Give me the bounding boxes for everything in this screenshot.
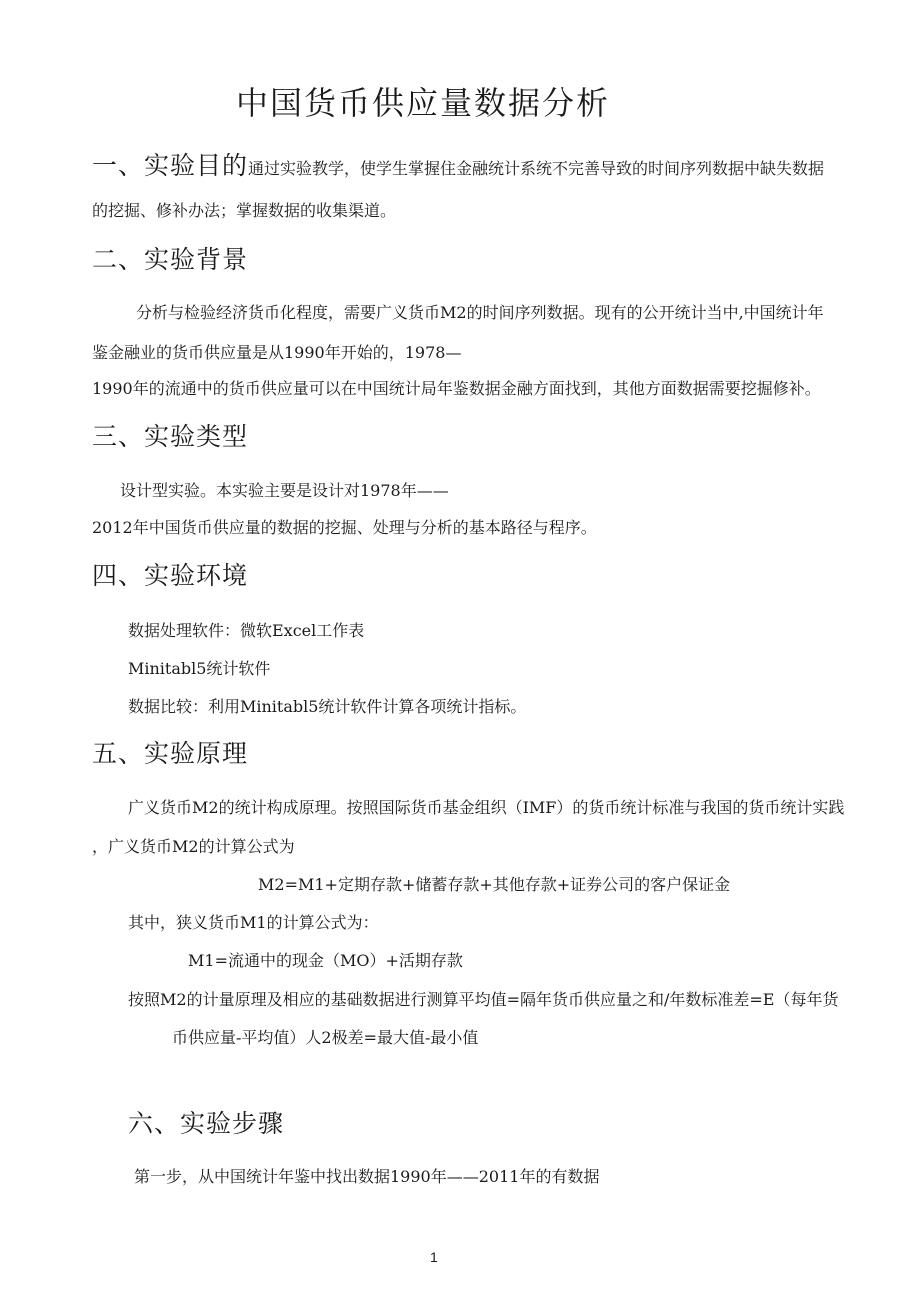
section-1-text-line2: 的挖掘、修补办法；掌握数据的收集渠道。 [92, 201, 397, 220]
section-2-line1: 分析与检验经济货币化程度，需要广义货币M2的时间序列数据。现有的公开统计当中,中国统计年 [136, 303, 824, 322]
section-4-heading: 四、实验环境 [92, 561, 249, 590]
section-6-line1: 第一步，从中国统计年鉴中找出数据1990年——2011年的有数据 [134, 1167, 600, 1186]
section-3-line2: 2012年中国货币供应量的数据的挖掘、处理与分析的基本路径与程序。 [92, 518, 597, 537]
section-4-line1: 数据处理软件：微软Excel工作表 [128, 621, 365, 640]
section-5-formula-m2: M2=M1+定期存款+储蓄存款+其他存款+证券公司的客户保证金 [258, 875, 731, 894]
section-5-heading: 五、实验原理 [92, 739, 249, 768]
section-4-line3: 数据比较：利用Minitabl5统计软件计算各项统计指标。 [128, 697, 527, 716]
section-3-line1: 设计型实验。本实验主要是设计对1978年—— [120, 481, 449, 500]
section-5-line2: ，广义货币M2的计算公式为 [92, 837, 295, 856]
section-5-line3: 其中，狭义货币M1的计算公式为： [128, 913, 379, 932]
section-6-heading: 六、实验步骤 [128, 1109, 285, 1138]
section-3-heading: 三、实验类型 [92, 422, 249, 451]
section-5-line5: 币供应量-平均值）人2极差=最大值-最小值 [172, 1028, 479, 1047]
page-number: 1 [430, 1249, 438, 1265]
section-4-line2: Minitabl5统计软件 [128, 659, 271, 678]
section-5-line1: 广义货币M2的统计构成原理。按照国际货币基金组织（IMF）的货币统计标准与我国的货币统计实践 [128, 798, 845, 817]
section-2-line3: 1990年的流通中的货币供应量可以在中国统计局年鉴数据金融方面找到，其他方面数据需要挖掘修补。 [92, 379, 821, 398]
section-5-line4: 按照M2的计量原理及相应的基础数据进行测算平均值=隔年货币供应量之和/年数标准差=E（每年货 [128, 990, 839, 1009]
section-2-heading: 二、实验背景 [92, 245, 249, 274]
page-title: 中国货币供应量数据分析 [236, 84, 611, 122]
section-1-heading: 一、实验目的 [92, 151, 249, 180]
section-1-line [92, 146, 824, 182]
section-2-line2: 鉴金融业的货币供应量是从1990年开始的，1978— [92, 343, 462, 362]
section-1-text-line1: 通过实验教学，使学生掌握住金融统计系统不完善导致的时间序列数据中缺失数据 [248, 159, 825, 178]
section-5-formula-m1: M1=流通中的现金（MO）+活期存款 [188, 951, 463, 970]
